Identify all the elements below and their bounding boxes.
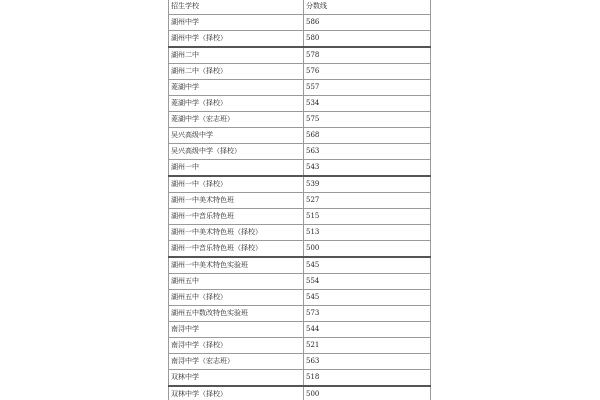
school-cell: 湖州中学: [169, 15, 304, 31]
score-cell: 534: [304, 96, 431, 112]
school-cell: 湖州一中美术特色班: [169, 193, 304, 209]
table-row: [169, 257, 431, 274]
table-row: [169, 306, 431, 322]
score-cell: 580: [304, 31, 431, 48]
score-cell: 515: [304, 209, 431, 225]
table-body: [169, 15, 431, 400]
table-row: [169, 128, 431, 144]
score-cell: 554: [304, 274, 431, 290]
score-cell: 543: [304, 160, 431, 177]
score-cell: 518: [304, 370, 431, 387]
school-cell: 湖州一中音乐特色班（择校）: [169, 241, 304, 258]
score-cell: 500: [304, 241, 431, 258]
school-cell: 湖州中学（择校）: [169, 31, 304, 48]
table-row: [169, 386, 431, 400]
table-row: [169, 322, 431, 338]
table-row: [169, 209, 431, 225]
table-row: [169, 193, 431, 209]
school-cell: 湖州一中: [169, 160, 304, 177]
table-row: [169, 225, 431, 241]
table-row: [169, 160, 431, 177]
school-cell: 南浔中学（择校）: [169, 338, 304, 354]
score-table: [168, 0, 431, 400]
score-cell: 557: [304, 80, 431, 96]
school-cell: 湖州一中美术特色实验班: [169, 257, 304, 274]
header-score: 分数线: [304, 0, 431, 15]
table-row: [169, 112, 431, 128]
score-cell: 568: [304, 128, 431, 144]
table-row: [169, 338, 431, 354]
score-cell: 513: [304, 225, 431, 241]
table-row: [169, 370, 431, 387]
school-cell: 湖州一中音乐特色班: [169, 209, 304, 225]
score-cell: 586: [304, 15, 431, 31]
school-cell: 湖州五中: [169, 274, 304, 290]
table-row: [169, 64, 431, 80]
table-row: [169, 241, 431, 258]
score-cell: 521: [304, 338, 431, 354]
school-cell: 南浔中学: [169, 322, 304, 338]
table-row: [169, 47, 431, 64]
school-cell: 吴兴高级中学: [169, 128, 304, 144]
score-cell: 575: [304, 112, 431, 128]
table-row: [169, 274, 431, 290]
score-cell: 545: [304, 290, 431, 306]
table-row: [169, 15, 431, 31]
score-cell: 576: [304, 64, 431, 80]
score-cell: 539: [304, 176, 431, 193]
table-header-row: [169, 0, 431, 15]
table-row: [169, 176, 431, 193]
school-cell: 南浔中学（宏志班）: [169, 354, 304, 370]
table-row: [169, 31, 431, 48]
table-row: [169, 96, 431, 112]
table-row: [169, 354, 431, 370]
score-cell: 563: [304, 354, 431, 370]
table-row: [169, 80, 431, 96]
school-cell: 湖州二中: [169, 47, 304, 64]
score-cell: 500: [304, 386, 431, 400]
school-cell: 菱湖中学（择校）: [169, 96, 304, 112]
school-cell: 菱湖中学（宏志班）: [169, 112, 304, 128]
header-school: 招生学校: [169, 0, 304, 15]
score-cell: 527: [304, 193, 431, 209]
school-cell: 湖州一中美术特色班（择校）: [169, 225, 304, 241]
table-row: [169, 144, 431, 160]
school-cell: 湖州五中数改特色实验班: [169, 306, 304, 322]
score-cell: 563: [304, 144, 431, 160]
school-cell: 吴兴高级中学（择校）: [169, 144, 304, 160]
school-cell: 湖州一中（择校）: [169, 176, 304, 193]
school-cell: 湖州二中（择校）: [169, 64, 304, 80]
table-row: [169, 290, 431, 306]
score-cell: 573: [304, 306, 431, 322]
school-cell: 双林中学（择校）: [169, 386, 304, 400]
school-cell: 湖州五中（择校）: [169, 290, 304, 306]
score-cell: 544: [304, 322, 431, 338]
score-cell: 578: [304, 47, 431, 64]
score-cell: 545: [304, 257, 431, 274]
school-cell: 双林中学: [169, 370, 304, 387]
school-cell: 菱湖中学: [169, 80, 304, 96]
